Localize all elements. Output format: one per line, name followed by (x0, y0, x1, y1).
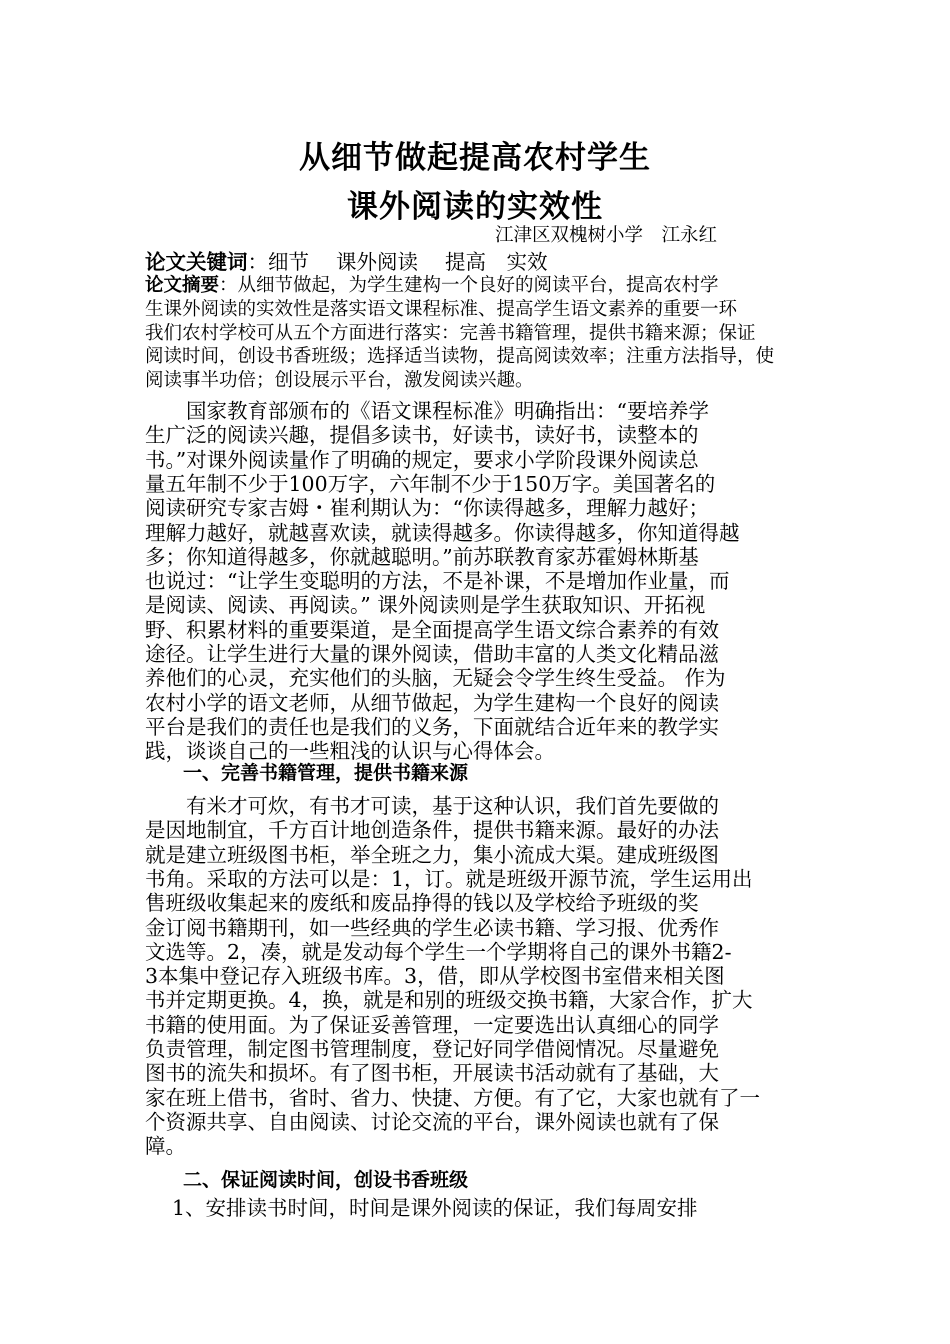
section-heading-2: 二、保证阅读时间，创设书香班级 (145, 1169, 469, 1191)
section1-paragraph-line: 文选等。2，凑，就是发动每个学生一个学期将自己的课外书籍2- (145, 939, 732, 964)
intro-paragraph-line: 理解力越好，就越喜欢读，就读得越多。你读得越多，你知道得越 (145, 520, 740, 545)
section1-paragraph-line: 家在班上借书，省时、省力、快捷、方便。有了它，大家也就有了一 (145, 1085, 760, 1110)
section1-paragraph-line: 就是建立班级图书柜，举全班之力，集小流成大渠。建成班级图 (145, 842, 719, 867)
intro-paragraph-line: 践，谈谈自己的一些粗浅的认识与心得体会。 (145, 739, 555, 764)
abstract-line: 阅读事半功倍；创设展示平台，激发阅读兴趣。 (145, 369, 534, 391)
intro-paragraph-line: 生广泛的阅读兴趣，提倡多读书，好读书，读好书，读整本的 (145, 423, 699, 448)
title-line-1: 从细节做起提高农村学生 (299, 140, 651, 176)
intro-paragraph-line: 途径。让学生进行大量的课外阅读，借助丰富的人类文化精品滋 (145, 642, 719, 666)
intro-paragraph-line: 阅读研究专家吉姆・崔利期认为：“你读得越多，理解力越好； (145, 496, 709, 521)
section1-paragraph-line: 书并定期更换。4，换，就是和别的班级交换书籍，大家合作，扩大 (145, 988, 753, 1013)
section1-paragraph-line: 障。 (145, 1134, 186, 1159)
section1-paragraph-line: 3本集中登记存入班级书库。3，借，即从学校图书室借来相关图 (145, 964, 725, 989)
keywords-label: 论文关键词 (145, 250, 248, 274)
abstract-text: ：从细节做起，为学生建构一个良好的阅读平台，提高农村学 (219, 275, 719, 296)
intro-paragraph-line: 养他们的心灵，充实他们的头脑，无疑会令学生终生受益。 作为 (145, 666, 726, 691)
keywords-line (145, 250, 548, 274)
intro-paragraph-line: 书。”对课外阅读量作了明确的规定，要求小学阶段课外阅读总 (145, 447, 699, 472)
abstract-line: 我们农村学校可从五个方面进行落实：完善书籍管理，提供书籍来源；保证 (145, 322, 756, 344)
section2-paragraph-line: 1、安排读书时间，时间是课外阅读的保证，我们每周安排 (145, 1196, 698, 1220)
abstract-line: 生课外阅读的实效性是落实语文课程标准、提高学生语文素养的重要一环 (145, 299, 738, 320)
section1-paragraph-line: 金订阅书籍期刊，如一些经典的学生必读书籍、学习报、优秀作 (145, 915, 719, 940)
intro-paragraph-line: 国家教育部颁布的《语文课程标准》明确指出：“要培养学 (145, 399, 709, 423)
intro-paragraph-line: 量五年制不少于100万字，六年制不少于150万字。美国著名的 (145, 471, 716, 496)
section1-paragraph-line: 有米才可炊，有书才可读，基于这种认识，我们首先要做的 (145, 794, 719, 818)
author-line: 江津区双槐树小学 江永红 (495, 225, 718, 246)
section-heading-1: 一、完善书籍管理，提供书籍来源 (145, 762, 469, 784)
section1-paragraph-line: 售班级收集起来的废纸和废品挣得的钱以及学校给予班级的奖 (145, 891, 699, 916)
intro-paragraph-line: 是阅读、阅读、再阅读。” 课外阅读则是学生获取知识、开拓视 (145, 593, 706, 618)
intro-paragraph-line: 平台是我们的责任也是我们的义务，下面就结合近年来的教学实 (145, 714, 719, 739)
abstract-label: 论文摘要 (145, 275, 220, 296)
title-line-2: 课外阅读的实效性 (347, 189, 603, 225)
abstract-line-1 (145, 274, 719, 298)
abstract-line: 阅读时间，创设书香班级；选择适当读物，提高阅读效率；注重方法指导，使 (145, 346, 775, 367)
section1-paragraph-line: 个资源共享、自由阅读、讨论交流的平台，课外阅读也就有了保 (145, 1109, 719, 1134)
section1-paragraph-line: 图书的流失和损坏。有了图书柜，开展读书活动就有了基础，大 (145, 1061, 719, 1086)
section1-paragraph-line: 书角。采取的方法可以是：1，订。就是班级开源节流，学生运用出 (145, 866, 753, 891)
intro-paragraph-line: 多；你知道得越多，你就越聪明。”前苏联教育家苏霍姆林斯基 (145, 544, 699, 569)
section1-paragraph-line: 是因地制宜，千方百计地创造条件，提供书籍来源。最好的办法 (145, 818, 719, 843)
section1-paragraph-line: 书籍的使用面。为了保证妥善管理，一定要选出认真细心的同学 (145, 1012, 719, 1037)
intro-paragraph-line: 野、积累材料的重要渠道，是全面提高学生语文综合素养的有效 (145, 617, 719, 642)
intro-paragraph-line: 也说过：“让学生变聪明的方法，不是补课，不是增加作业量，而 (145, 569, 730, 594)
section1-paragraph-line: 负责管理，制定图书管理制度，登记好同学借阅情况。尽量避免 (145, 1037, 719, 1061)
intro-paragraph-line: 农村小学的语文老师，从细节做起，为学生建构一个良好的阅读 (145, 690, 719, 715)
keywords-text: ：细节 课外阅读 提高 实效 (247, 250, 548, 274)
